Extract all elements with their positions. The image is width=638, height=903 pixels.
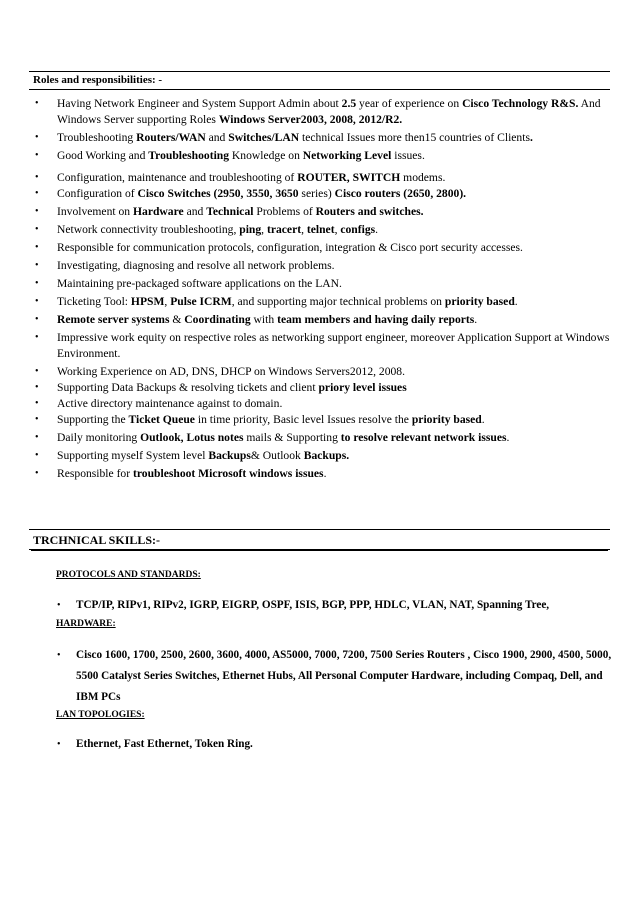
bold-text-segment: configs	[340, 223, 376, 236]
bullet-icon: •	[35, 332, 39, 343]
text-segment: Involvement on	[57, 205, 133, 218]
text-segment: Responsible for communication protocols, configuration, integration & Cisco port security accesses.	[57, 241, 523, 254]
text-segment: Problems of	[253, 205, 316, 218]
text-segment: Impressive work equity on respective roles as networking support engineer, moreover Application Support at Windows Environment.	[57, 331, 610, 360]
responsibility-item	[35, 430, 615, 446]
text-segment: modems.	[400, 171, 446, 184]
bold-text-segment: Technical	[206, 205, 254, 218]
responsibility-item	[35, 466, 615, 482]
bold-text-segment: Cisco routers (2650, 2800).	[334, 187, 467, 200]
text-segment: .	[514, 295, 518, 308]
text-segment: .	[323, 467, 327, 480]
responsibility-item	[35, 222, 615, 238]
bold-text-segment: team members and having daily reports	[277, 313, 475, 326]
text-segment: .	[481, 413, 485, 426]
responsibility-item	[35, 448, 615, 464]
hardware-item	[57, 645, 617, 708]
bold-text-segment: Coordinating	[184, 313, 251, 326]
bullet-icon: •	[35, 132, 39, 143]
bold-text-segment: Pulse ICRM	[170, 295, 232, 308]
responsibility-item	[35, 380, 615, 396]
text-segment: Daily monitoring	[57, 431, 141, 444]
bold-text-segment: priority based	[444, 295, 515, 308]
bullet-icon: •	[35, 398, 39, 409]
responsibility-item	[35, 170, 615, 186]
text-segment: issues.	[391, 149, 425, 162]
text-segment: in time priority, Basic level Issues resolve the	[194, 413, 412, 426]
bold-text-segment: .	[529, 131, 533, 144]
protocols-item	[57, 595, 617, 616]
bullet-icon: •	[35, 260, 39, 271]
roles-section-header	[29, 71, 610, 90]
text-segment: Configuration, maintenance and troubleshooting of	[57, 171, 298, 184]
bold-text-segment: to resolve relevant network issues	[340, 431, 507, 444]
text-segment: ,	[334, 223, 341, 236]
responsibility-item	[35, 96, 615, 128]
text-segment: .	[474, 313, 478, 326]
text-segment: ,	[261, 223, 267, 236]
text-segment: technical Issues more then15 countries of Clients	[299, 131, 530, 144]
bullet-icon: •	[35, 188, 39, 199]
bold-text-segment: Remote server systems	[57, 313, 170, 326]
lan-topologies-item	[57, 734, 617, 755]
text-segment: Network connectivity troubleshooting,	[57, 223, 240, 236]
bullet-icon: •	[35, 382, 39, 393]
responsibility-item	[35, 204, 615, 220]
text-segment: Good Working and	[57, 149, 149, 162]
bold-text-segment: priory level issues	[318, 381, 407, 394]
bold-text-segment: 2.5	[341, 97, 357, 110]
bullet-icon: •	[35, 224, 39, 235]
text-segment: .	[506, 431, 510, 444]
responsibility-item	[35, 396, 615, 412]
bullet-icon: •	[57, 650, 61, 661]
bold-text-segment: Networking Level	[302, 149, 392, 162]
bullet-icon: •	[57, 739, 61, 750]
bullet-icon: •	[35, 172, 39, 183]
bullet-icon: •	[35, 206, 39, 217]
bullet-icon: •	[35, 450, 39, 461]
bold-text-segment: Windows Server2003, 2008, 2012/R2.	[218, 113, 403, 126]
bold-text-segment: Cisco Technology R&S.	[462, 97, 579, 110]
text-segment: Investigating, diagnosing and resolve all network problems.	[57, 259, 335, 272]
hardware-text: Cisco 1600, 1700, 2500, 2600, 3600, 4000, AS5000, 7000, 7200, 7500 Series Routers , Cisco 1900, 2900, 4500, 5000, 5500 Catalyst Series Switches, Ethernet Hubs, All Personal Computer Hardware, including Compaq, Dell, and IBM PCs	[76, 649, 612, 703]
text-segment: year of experience on	[356, 97, 463, 110]
text-segment: &	[169, 313, 185, 326]
bullet-icon: •	[35, 366, 39, 377]
text-segment: Troubleshooting	[57, 131, 137, 144]
bullet-icon: •	[35, 150, 39, 161]
bullet-icon: •	[35, 468, 39, 479]
text-segment: series)	[298, 187, 335, 200]
text-segment: Maintaining pre-packaged software applications on the LAN.	[57, 277, 342, 290]
text-segment: Working Experience on AD, DNS, DHCP on Windows Servers2012, 2008.	[57, 365, 405, 378]
responsibility-item	[35, 130, 615, 146]
responsibility-item	[35, 276, 615, 292]
bullet-icon: •	[35, 414, 39, 425]
text-segment: with	[250, 313, 278, 326]
responsibility-item	[35, 312, 615, 328]
responsibility-item	[35, 330, 615, 362]
text-segment: Supporting myself System level	[57, 449, 209, 462]
text-segment: Active directory maintenance against to domain.	[57, 397, 283, 410]
text-segment: Knowledge on	[229, 149, 303, 162]
responsibility-item	[35, 412, 615, 428]
responsibility-item	[35, 148, 615, 164]
roles-section-title: Roles and responsibilities: -	[33, 74, 163, 86]
bullet-icon: •	[35, 432, 39, 443]
text-segment: mails & Supporting	[243, 431, 341, 444]
bullet-icon: •	[35, 242, 39, 253]
text-segment: and	[205, 131, 229, 144]
bold-text-segment: Backups.	[303, 449, 350, 462]
bold-text-segment: ping	[239, 223, 262, 236]
bold-text-segment: Backups	[208, 449, 251, 462]
bold-text-segment: Troubleshooting	[148, 149, 230, 162]
bold-text-segment: Ticket Queue	[128, 413, 195, 426]
responsibilities-list	[35, 96, 615, 484]
text-segment: Configuration of	[57, 187, 138, 200]
bold-text-segment: Routers/WAN	[136, 131, 206, 144]
text-segment: And Windows Server supporting Roles	[57, 97, 601, 126]
bold-text-segment: Routers and switches.	[315, 205, 424, 218]
bullet-icon: •	[35, 314, 39, 325]
responsibility-item	[35, 258, 615, 274]
skills-section-header	[29, 529, 610, 550]
text-segment: & Outlook	[250, 449, 304, 462]
protocols-text: TCP/IP, RIPv1, RIPv2, IGRP, EIGRP, OSPF, ISIS, BGP, PPP, HDLC, VLAN, NAT, Spanning Tree,	[76, 599, 550, 611]
text-segment: Supporting Data Backups & resolving tickets and client	[57, 381, 319, 394]
bold-text-segment: ROUTER, SWITCH	[297, 171, 401, 184]
bullet-icon: •	[57, 600, 61, 611]
lan-topologies-label: LAN TOPOLOGIES:	[56, 710, 145, 720]
text-segment: Having Network Engineer and System Support Admin about	[57, 97, 342, 110]
responsibility-item	[35, 294, 615, 310]
text-segment: Ticketing Tool:	[57, 295, 131, 308]
responsibility-item	[35, 364, 615, 380]
bold-text-segment: Outlook, Lotus notes	[140, 431, 244, 444]
skills-section-title: TRCHNICAL SKILLS:-	[33, 533, 161, 547]
text-segment: .	[375, 223, 379, 236]
bold-text-segment: Hardware	[133, 205, 184, 218]
bullet-icon: •	[35, 278, 39, 289]
bold-text-segment: Cisco Switches (2950, 3550, 3650	[137, 187, 299, 200]
bullet-icon: •	[35, 98, 39, 109]
bullet-icon: •	[35, 296, 39, 307]
responsibility-item	[35, 186, 615, 202]
text-segment: Responsible for	[57, 467, 133, 480]
hardware-label: HARDWARE:	[56, 619, 116, 629]
bold-text-segment: tracert	[266, 223, 302, 236]
text-segment: ,	[164, 295, 171, 308]
protocols-label: PROTOCOLS AND STANDARDS:	[56, 570, 201, 580]
text-segment: , and supporting major technical problems on	[231, 295, 445, 308]
bold-text-segment: Switches/LAN	[228, 131, 300, 144]
bold-text-segment: telnet	[306, 223, 335, 236]
text-segment: Supporting the	[57, 413, 129, 426]
bold-text-segment: HPSM	[130, 295, 165, 308]
bold-text-segment: troubleshoot Microsoft windows issues	[133, 467, 324, 480]
lan-topologies-text: Ethernet, Fast Ethernet, Token Ring.	[76, 738, 253, 750]
text-segment: ,	[301, 223, 307, 236]
responsibility-item	[35, 240, 615, 256]
text-segment: and	[183, 205, 207, 218]
bold-text-segment: priority based	[411, 413, 482, 426]
